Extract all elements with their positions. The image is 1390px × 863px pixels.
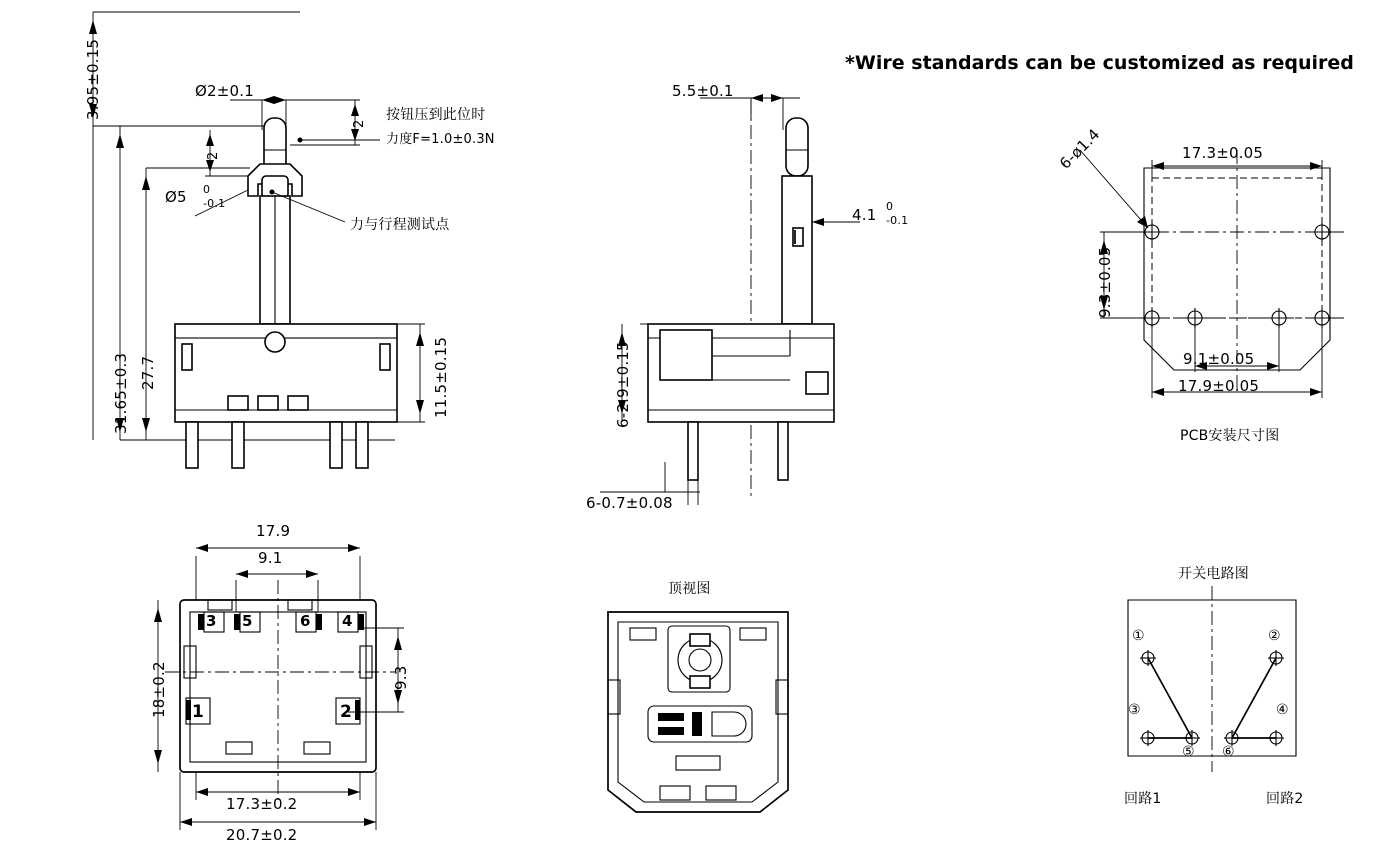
dim-front-total-height: 31.65±0.3: [112, 352, 130, 434]
terminal-label-4: 4: [342, 612, 353, 630]
circuit-node-1: ①: [1132, 628, 1145, 644]
top-view-title: 顶视图: [668, 581, 711, 597]
circuit-node-2: ②: [1268, 628, 1281, 644]
dim-front-sub-height: 27.7: [139, 355, 157, 390]
dim-side-pin-thickness: 6-0.7±0.08: [586, 494, 673, 512]
dim-bottom-93: 9.3: [392, 665, 410, 690]
dim-pcb-height-left: 9.3±0.05: [1096, 246, 1114, 318]
terminal-label-6: 6: [300, 612, 311, 630]
circuit-title: 开关电路图: [1178, 566, 1249, 582]
dim-bottom-91: 9.1: [258, 549, 283, 567]
circuit-node-5: ⑤: [1182, 744, 1195, 760]
dim-body-height: 11.5±0.15: [432, 336, 450, 418]
terminal-label-1: 1: [192, 702, 205, 722]
circuit-node-4: ④: [1276, 702, 1289, 718]
dim-bottom-173: 17.3±0.2: [226, 795, 298, 813]
dim-front-small-2-right: 2: [352, 119, 367, 128]
dim-pcb-inner-bottom: 9.1±0.05: [1183, 350, 1255, 368]
dim-side-step-tol-dn: -0.1: [886, 214, 909, 227]
dim-bottom-18: 18±0.2: [150, 661, 168, 718]
dim-front-small-2-left: 2: [206, 151, 221, 160]
dim-plunger-diameter: Ø2±0.1: [195, 82, 254, 100]
dim-cap-diameter: Ø5: [165, 188, 187, 206]
dim-side-pin-length: 6-2.9±0.15: [614, 341, 632, 428]
dim-front-top-overall: 3.95±0.15: [84, 38, 102, 120]
note-text: *Wire standards can be customized as required: [845, 52, 1354, 74]
terminal-label-3: 3: [206, 612, 217, 630]
circuit-label-loop1: 回路1: [1124, 791, 1162, 807]
terminal-label-2: 2: [340, 702, 353, 722]
dim-pcb-outer-bottom: 17.9±0.05: [1178, 377, 1260, 395]
circuit-node-6: ⑥: [1222, 744, 1235, 760]
dim-bottom-179: 17.9: [256, 522, 291, 540]
dim-side-width-top: 5.5±0.1: [672, 82, 734, 100]
dim-cap-tol-lower: -0.1: [203, 197, 226, 210]
callout-force-line2: 力度F=1.0±0.3N: [386, 132, 495, 147]
callout-force-line1: 按钮压到此位时: [386, 107, 486, 123]
circuit-label-loop2: 回路2: [1266, 791, 1304, 807]
dim-pcb-hole: 6-ø1.4: [1056, 125, 1104, 173]
callout-test-point: 力与行程测试点: [350, 217, 450, 233]
dim-side-step-tol-up: 0: [886, 200, 894, 213]
dim-cap-tol-upper: 0: [203, 183, 211, 196]
terminal-label-5: 5: [242, 612, 253, 630]
dim-bottom-207: 20.7±0.2: [226, 826, 298, 844]
dim-side-step: 4.1: [852, 206, 877, 224]
pcb-view-title: PCB安装尺寸图: [1180, 428, 1280, 444]
circuit-node-3: ③: [1128, 702, 1141, 718]
dim-pcb-width-top: 17.3±0.05: [1182, 144, 1264, 162]
